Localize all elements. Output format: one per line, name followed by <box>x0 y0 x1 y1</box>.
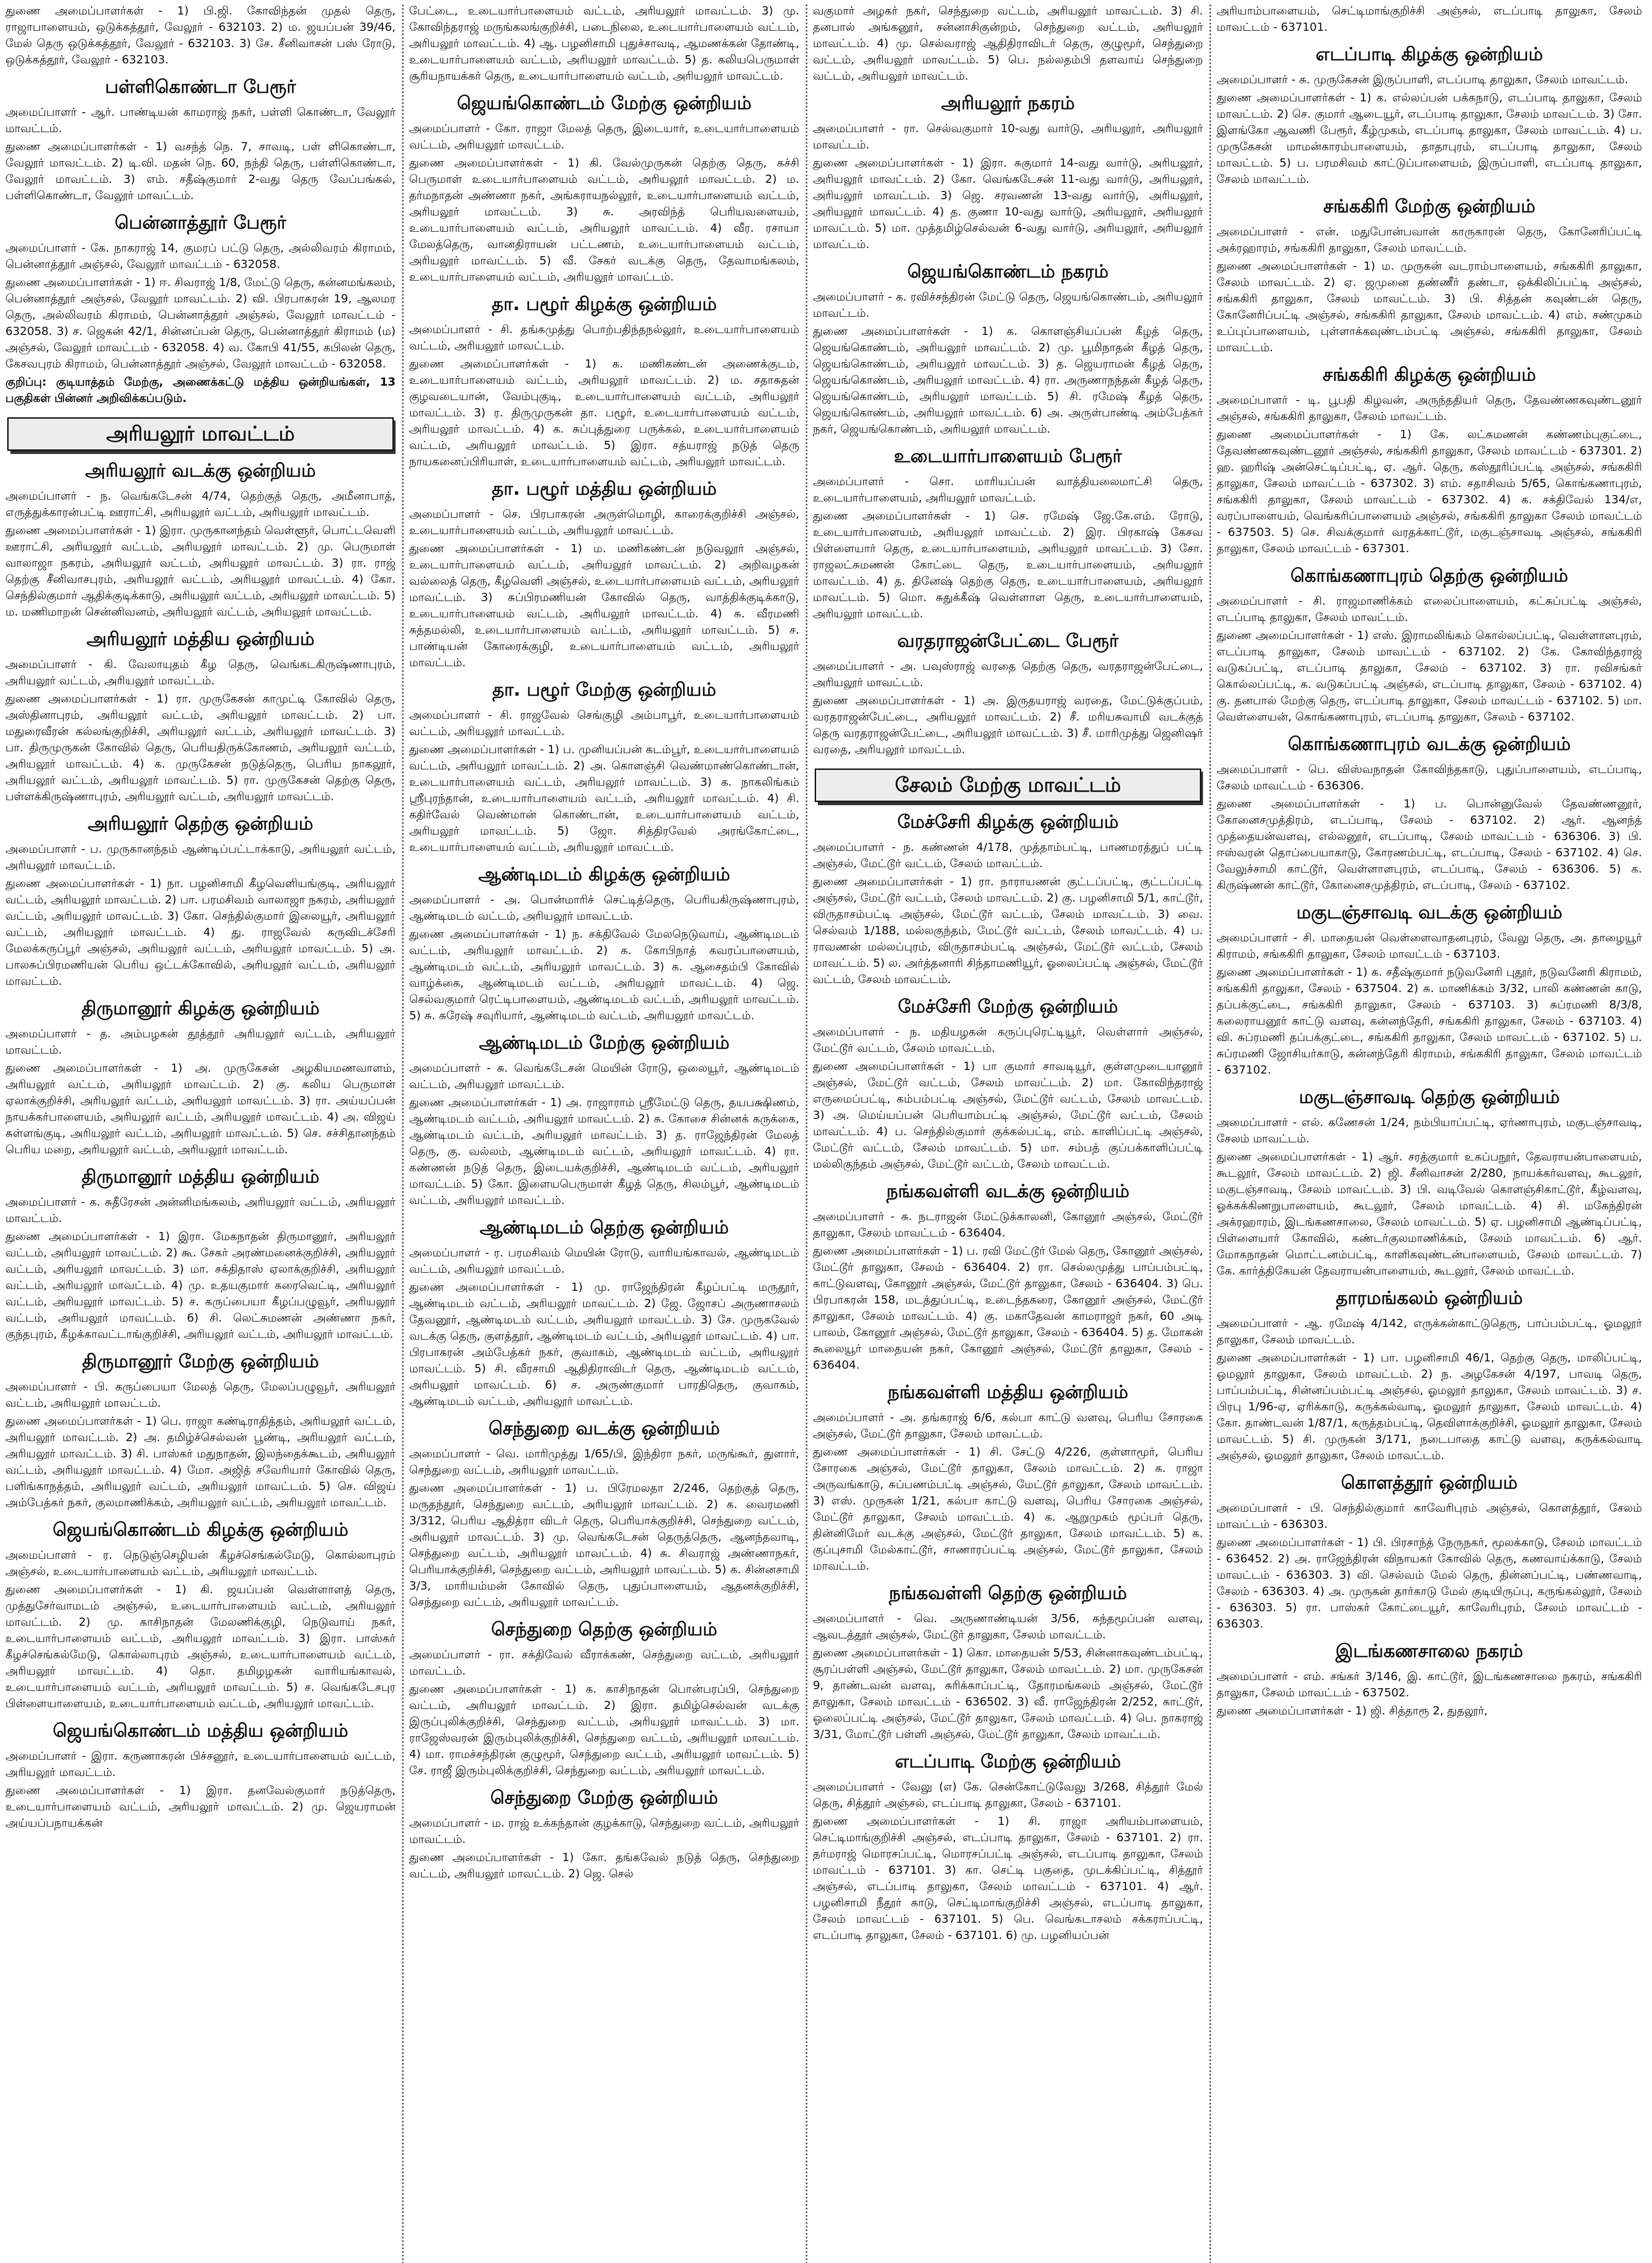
body-paragraph: அமைப்பாளர் - ம. ராஜ் உக்கந்தான் குழக்காடு, செந்துறை வட்டம், அரியலூர் மாவட்டம். <box>409 1816 799 1846</box>
body-paragraph: அமைப்பாளர் - அ. பொன்மாரிச் செட்டித்தெரு, பெரியகிருஷ்ணாபுரம், ஆண்டிமடம் வட்டம், அரியலூர் மாவட்டம். <box>409 893 799 922</box>
body-paragraph: வகுமார் அழகர் நகர், செந்துறை வட்டம், அரியலூர் மாவட்டம். 3) சி. தனபால் அங்கனூர், சன்னாசிகுன்றம், செந்துறை வட்டம், அரியலூர் மாவட்டம். 4) மு. செல்வராஜ் ஆதிதிராவிடர் தெரு, குழுமூர், செந்துறை வட்டம், அரியலூர் மாவட்டம். 5) பெ. நல்லதம்பி தளவாய் செந்துறை வட்டம், அரியலூர் மாவட்டம். <box>813 4 1203 82</box>
body-paragraph: துணை அமைப்பாளர்கள் - 1) க. கொளஞ்சியப்பன் கீழத் தெரு, ஜெயங்கொண்டம், அரியலூர் மாவட்டம். 2) மு. பூமிநாதன் கீழத் தெரு, ஜெயங்கொண்டம், அரியலூர் மாவட்டம். 3) த. ஜெயராமன் கீழத் தெரு, ஜெயங்கொண்டம், அரியலூர் மாவட்டம். 4) ரா. அருணாநந்தன் கீழத் தெரு, ஜெயங்கொண்டம், அரியலூர் மாவட்டம். 5) சி. ரமேஷ் கீழத் தெரு, ஜெயங்கொண்டம், அரியலூர் மாவட்டம். 6) அ. அருள்பாண்டி அம்பேத்கர் நகர், ஜெயங்கொண்டம், அரியலூர் மாவட்டம். <box>813 325 1203 435</box>
body-paragraph: அமைப்பாளர் - கே. நாகராஜ் 14, குமரப் பட்டு தெரு, அல்லிவரம் கிராமம், பென்னாத்தூர் அஞ்சல், வேலூர் மாவட்டம் - 632058. <box>5 241 396 271</box>
section-heading: நங்கவள்ளி தெற்கு ஒன்றியம் <box>889 1583 1127 1604</box>
column-3 <box>813 0 1203 2263</box>
section-heading: செந்துறை வடக்கு ஒன்றியம் <box>488 1418 720 1439</box>
section-heading: தா. பழூர் கிழக்கு ஒன்றியம் <box>492 294 717 315</box>
body-paragraph: துணை அமைப்பாளர்கள் - 1) இரா. தனவேல்குமார் நடுத்தெரு, உடையார்பாளையம் வட்டம், அரியலூர் மாவட்டம். 2) மு. ஜெயராமன் அய்யப்பநாயக்கன் <box>5 1784 396 1829</box>
body-paragraph: அமைப்பாளர் - ஆ. ரமேஷ் 4/142, எருக்கன்காட்டுதெரு, பாப்பம்பட்டி, ஓமலூர் தாலுகா, சேலம் மாவட்டம். <box>1217 1317 1642 1346</box>
note-paragraph: குறிப்பு: குடியாத்தம் மேற்கு, அணைக்கட்டு மத்திய ஒன்றியங்கள், 13 பகுதிகள் பின்னர் அறிவிக்கப்படும். <box>5 375 396 405</box>
body-paragraph: அமைப்பாளர் - எம். சங்கர் 3/146, இ. காட்டூர், இடங்கணசாலை நகரம், சங்ககிரி தாலுகா, சேலம் மாவட்டம் - 637502. <box>1217 1670 1642 1699</box>
section-heading: தா. பழூர் மத்திய ஒன்றியம் <box>492 478 717 499</box>
body-paragraph: அமைப்பாளர் - சி. தங்கமுத்து பொற்பதிந்தநல்லூர், உடையார்பாளையம் வட்டம், அரியலூர் மாவட்டம். <box>409 323 799 352</box>
body-paragraph: துணை அமைப்பாளர்கள் - 1) கோ. தங்கவேல் நடுத் தெரு, செந்துறை வட்டம், அரியலூர் மாவட்டம். 2) ஜெ. செல் <box>409 1851 799 1880</box>
section-heading: ஜெயங்கொண்டம் நகரம் <box>907 261 1109 282</box>
body-paragraph: துணை அமைப்பாளர்கள் - 1) நா. பழனிசாமி கீழவெளியங்குடி, அரியலூர் வட்டம், அரியலூர் மாவட்டம். 2) பா. பரமசிவம் வாலாஜா நகரம், அரியலூர் வட்டம், அரியலூர் மாவட்டம். 3) கோ. செந்தில்குமார் இலையூர், அரியலூர் வட்டம், அரியலூர் மாவட்டம். 4) து. ராஜவேல் கருவிடச்சேரி மேலக்கருப்பூர் அஞ்சல், அரியலூர் வட்டம், அரியலூர் மாவட்டம். 5) அ. பாலசுப்பிரமணியன் பெரிய ஒட்டக்கோவில், அரியலூர் வட்டம், அரியலூர் மாவட்டம். <box>5 877 396 988</box>
body-paragraph: அமைப்பாளர் - பி. கருப்பையா மேலத் தெரு, மேலப்பழுவூர், அரியலூர் வட்டம், அரியலூர் மாவட்டம். <box>5 1380 396 1409</box>
section-heading: மேச்சேரி கிழக்கு ஒன்றியம் <box>897 812 1119 832</box>
section-heading: தாரமங்கலம் ஒன்றியம் <box>1336 1288 1523 1308</box>
body-paragraph: அமைப்பாளர் - அ. தங்கராஜ் 6/6, கல்பா காட்டு வளவு, பெரிய சோரகை அஞ்சல், மேட்டூர் தாலுகா, சேலம் மாவட்டம். <box>813 1411 1203 1440</box>
body-paragraph: அமைப்பாளர் - அ. பவுஸ்ராஜ் வரதை தெற்கு தெரு, வரதராஜன்பேட்டை, அரியலூர் மாவட்டம். <box>813 659 1203 689</box>
body-paragraph: அமைப்பாளர் - ஆர். பாண்டியன் காமராஜ் நகர், பள்ளி கொண்டா, வேலூர் மாவட்டம். <box>5 105 396 135</box>
body-paragraph: அமைப்பாளர் - க. சுதீரேசன் அன்னிமங்கலம், அரியலூர் வட்டம், அரியலூர் மாவட்டம். <box>5 1195 396 1225</box>
district-banner: அரியலூர் மாவட்டம் <box>7 417 394 451</box>
body-paragraph: துணை அமைப்பாளர்கள் - 1) க. மணிகண்டன் அணைக்குடம், உடையார்பாளையம் வட்டம், அரியலூர் மாவட்டம். 2) ம. சதாசுதன் குழவடையான், வேம்புகுடி, உடையார்பாளையம் வட்டம், அரியலூர் மாவட்டம். 3) ர. திருமுருகன் தா. பழூர், உடையார்பாளையம் வட்டம், அரியலூர் மாவட்டம். 4) க. சுப்புத்துரை பருக்கல், உடையார்பாளையம் வட்டம், அரியலூர் மாவட்டம். 5) இரா. சத்யராஜ் நடுத் தெரு நாயகனைப்பிரியாள், உடையார்பாளையம் வட்டம், அரியலூர் மாவட்டம். <box>409 357 799 468</box>
body-paragraph: துணை அமைப்பாளர்கள் - 1) க. காசிநாதன் பொன்பரப்பி, செந்துறை வட்டம், அரியலூர் மாவட்டம். 2) இரா. தமிழ்செல்வன் வடக்கு இருப்புலிக்குறிச்சி, செந்துறை வட்டம், அரியலூர் மாவட்டம். 3) மா. ராஜேஸ்வரன் இரும்புலிக்குறிச்சி, செந்துறை வட்டம், அரியலூர் மாவட்டம். 4) மா. ராமச்சந்திரன் குழுமூர், செந்துறை வட்டம், அரியலூர் மாவட்டம். 5) சே. ராஜீ இரும்புலிக்குறிச்சி, செந்துறை வட்டம், அரியலூர் மாவட்டம். <box>409 1682 799 1777</box>
body-paragraph: துணை அமைப்பாளர்கள் - 1) பி.ஜி. கோவிந்தன் முதல் தெரு, ராஜாபாளையம், ஒடுக்கத்தூர், வேலூர் - 632103. 2) ம. ஜயப்பன் 39/46, மேல் தெரு ஒடுக்கத்தூர், வேலூர் - 632103. 3) சே. சீனிவாசன் பஸ் ரோடு, ஒடுக்கத்தூர், வேலூர் - 632103. <box>5 4 396 66</box>
body-paragraph: அமைப்பாளர் - ந. மதியழகன் கருப்புரெட்டியூர், வெள்ளார் அஞ்சல், மேட்டூர் வட்டம், சேலம் மாவட்டம். <box>813 1025 1203 1055</box>
body-paragraph: துணை அமைப்பாளர்கள் - 1) கொ. மாதையன் 5/53, சின்னாகவுண்டம்பட்டி, சூரப்பள்ளி அஞ்சல், மேட்டூர் தாலுகா, சேலம் மாவட்டம். 2) மா. முருகேசன் 9, தாண்டவன் வளவு, சுரிக்காப்பட்டி, தோரமங்கலம் அஞ்சல், மேட்டூர் தாலுகா, சேலம் மாவட்டம் - 636502. 3) வீ. ராஜேந்திரன் 2/252, காட்டூர், ஓலைப்பட்டி அஞ்சல், மேட்டூர் தாலுகா, சேலம் மாவட்டம். 4) பெ. நாகராஜ் 3/31, மோட்டூர் பள்ளி அஞ்சல், மேட்டூர் தாலுகா, சேலம் மாவட்டம். <box>813 1646 1203 1741</box>
body-paragraph: அமைப்பாளர் - சி. ராஜமாணிக்கம் எலைப்பாளையம், கட்சுப்பட்டி அஞ்சல், எடப்பாடி தாலுகா, சேலம் மாவட்டம். <box>1217 594 1642 624</box>
section-heading: பென்னாத்தூர் பேரூர் <box>115 212 286 233</box>
body-paragraph: துணை அமைப்பாளர்கள் - 1) கி. ஜயப்பன் வெள்ளாளத் தெரு, முத்துசேர்வாமடம் அஞ்சல், உடையார்பாளையம் வட்டம், அரியலூர் மாவட்டம். 2) மு. காசிநாதன் மேலணிக்குழி, நெடுவாய் நகர், உடையார்பாளையம் வட்டம், அரியலூர் மாவட்டம். 3) இரா. பாஸ்கர் கீழச்செங்கல்மேடு, கொல்லாபுரம் அஞ்சல், உடையார்பாளையம் வட்டம், அரியலூர் மாவட்டம். 4) தொ. தமிழழகன் வாரியங்காவல், உடையார்பாளையம் வட்டம், அரியலூர் மாவட்டம். 5) ச. வெங்கடேசபுர பிள்ளையாளையம், உடையார்பாளையம் வட்டம், அரியலூர் மாவட்டம். <box>5 1583 396 1710</box>
body-paragraph: துணை அமைப்பாளர்கள் - 1) ஈ. சிவராஜ் 1/8, மேட்டு தெரு, கன்னமங்கலம், பென்னாத்தூர் அஞ்சல், வேலூர் மாவட்டம். 2) வி. பிரபாகரன் 19, ஆலமர தெரு, அல்லிவரம் கிராமம், பென்னாத்தூர் அஞ்சல், வேலூர் மாவட்டம் - 632058. 3) ச. ஜெகன் 42/1, சின்னப்பன் தெரு, பென்னாத்தூர் கிராமம் (ம) அஞ்சல், வேலூர் மாவட்டம் - 632058. 4) வ. கோபி 41/55, கபிலன் தெரு, கேசவபுரம் கிராமம், பென்னாத்தூர் அஞ்சல், வேலூர் மாவட்டம் - 632058. <box>5 276 396 370</box>
body-paragraph: துணை அமைப்பாளர்கள் - 1) ப. பொன்னுவேல் தேவண்ணனூர், கோனைசமுத்திரம், எடப்பாடி, சேலம் - 637102. 2) ஆர். ஆனந்த் முத்தையன்வளவு, எல்லனூர், எடப்பாடி, சேலம் மாவட்டம் - 636306. 3) பி. ஈஸ்வரன் தொப்பையாகாடு, கோரணம்பட்டி, எடப்பாடி, சேலம் - 637102. 4) செ. வேலுச்சாமி காட்டூர், வெள்ளாளபுரம், எடப்பாடி, சேலம் - 636306. 5) க. கிருஷ்ணன் காட்டூர், கோனைசமுத்திரம், எடப்பாடி, சேலம் - 637102. <box>1217 797 1642 892</box>
section-heading: மகுடஞ்சாவடி தெற்கு ஒன்றியம் <box>1299 1087 1560 1108</box>
body-paragraph: துணை அமைப்பாளர்கள் - 1) பா குமார் சாவடியூர், குள்ளமுடையானூர் அஞ்சல், மேட்டூர் வட்டம், சேலம் மாவட்டம். 2) மா. கோவிந்தராஜ் எருமைப்பட்டி, கம்பம்பட்டி அஞ்சல், மேட்டூர் வட்டம், சேலம் மாவட்டம். 3) அ. மெய்யப்பன் பெரியாம்பட்டி அஞ்சல், மேட்டூர் வட்டம், சேலம் மாவட்டம். 4) ப. செந்தில்குமார் குக்கல்பட்டி, எம். காளிப்பட்டி அஞ்சல், மேட்டூர் வட்டம், சேலம் மாவட்டம். 5) மா. சம்பத் குப்பக்காளிப்பட்டி மல்லிகுந்தம் அஞ்சல், மேட்டூர் வட்டம், சேலம் மாவட்டம். <box>813 1060 1203 1170</box>
section-heading: ஜெயங்கொண்டம் மத்திய ஒன்றியம் <box>53 1720 349 1741</box>
column-1 <box>5 0 396 2263</box>
section-heading: அரியலூர் மத்திய ஒன்றியம் <box>86 629 315 649</box>
body-paragraph: அமைப்பாளர் - பெ. விஸ்வநாதன் கோவிந்தகாடு, புதுப்பாளையம், எடப்பாடி, சேலம் மாவட்டம் - 636306. <box>1217 763 1642 792</box>
body-paragraph: துணை அமைப்பாளர்கள் - 1) ம. முருகன் வடராம்பாளையம், சங்ககிரி தாலுகா, சேலம் மாவட்டம். 2) ஏ. ஜமுனை தண்ணீர் தண்டா, ஒக்கிலிப்பட்டி அஞ்சல், சங்ககிரி தாலுகா, சேலம் மாவட்டம். 3) பி. சித்தன் கவுண்டன் தெரு, கோனேரிப்பட்டி அஞ்சல், சங்ககிரி தாலுகா, சேலம் மாவட்டம். 4) எம். சண்முகம் உப்புப்பாளையம், புள்ளாக்கவுண்டம்பட்டி அஞ்சல், சங்ககிரி தாலுகா, சேலம் மாவட்டம். <box>1217 259 1642 354</box>
body-paragraph: அமைப்பாளர் - ரா. சக்திவேல் வீராக்கண், செந்துறை வட்டம், அரியலூர் மாவட்டம். <box>409 1648 799 1677</box>
body-paragraph: அமைப்பாளர் - வேலு (எ) கே. சென்கோட்டுவேலு 3/268, சித்தூர் மேல் தெரு, சித்தூர் அஞ்சல், எடப்பாடி தாலுகா, சேலம் - 637101. <box>813 1780 1203 1809</box>
section-heading: நங்கவள்ளி வடக்கு ஒன்றியம் <box>886 1181 1130 1202</box>
section-heading: வரதராஜன்பேட்டை பேரூர் <box>897 630 1119 651</box>
body-paragraph: துணை அமைப்பாளர்கள் - 1) இரா. மேகநாதன் திருமானூர், அரியலூர் வட்டம், அரியலூர் மாவட்டம். 2) கூ. சேகர் அரண்மனைக்குறிச்சி, அரியலூர் வட்டம், அரியலூர் மாவட்டம். 3) மா. சக்திதாஸ் ஏலாக்குறிச்சி, அரியலூர் வட்டம், அரியலூர் மாவட்டம். 4) மு. உதயகுமார் கரைவெட்டி, அரியலூர் வட்டம், அரியலூர் மாவட்டம். 5) ச. கருப்பையா கீழப்பழுவூர், அரியலூர் வட்டம், அரியலூர் மாவட்டம். 6) சி. லெட்சுமணன் அண்ணா நகர், குந்தபுரம், கீழக்காவட்டாங்குறிச்சி, அரியலூர் வட்டம், அரியலூர் மாவட்டம். <box>5 1230 396 1341</box>
body-paragraph: துணை அமைப்பாளர்கள் - 1) க. எல்லப்பன் பக்கநாடு, எடப்பாடி தாலுகா, சேலம் மாவட்டம். 2) செ. குமார் ஆடையூர், எடப்பாடி தாலுகா, சேலம் மாவட்டம். 3) சோ. இளங்கோ ஆவணி பேரூர், கீழ்முகம், எடப்பாடி தாலுகா, சேலம் மாவட்டம். 4) ப. முருகேசன் மாமன்காரம்பாளையம், தாதாபுரம், எடப்பாடி தாலுகா, சேலம் மாவட்டம். 5) ப. பரமசிவம் காட்டுப்பாளையம், இருப்பாளி, எடப்பாடி தாலுகா, சேலம் மாவட்டம். <box>1217 91 1642 186</box>
body-paragraph: அரியாம்பாளையம், செட்டிமாங்குறிச்சி அஞ்சல், எடப்பாடி தாலுகா, சேலம் மாவட்டம் - 637101. <box>1217 4 1642 33</box>
body-paragraph: துணை அமைப்பாளர்கள் - 1) இரா. சுகுமார் 14-வது வார்டு, அரியலூர், அரியலூர் மாவட்டம். 2) கோ. வெங்கடேசன் 11-வது வார்டு, அரியலூர், அரியலூர் மாவட்டம். 3) ஜெ. சரவணன் 13-வது வார்டு, அரியலூர், அரியலூர் மாவட்டம். 4) த. குணா 10-வது வார்டு, அரியலூர், அரியலூர் மாவட்டம். 5) மா. முத்தமிழ்செல்வன் 6-வது வார்டு, அரியலூர், அரியலூர் மாவட்டம். <box>813 156 1203 251</box>
section-heading: திருமானூர் கிழக்கு ஒன்றியம் <box>81 998 320 1019</box>
body-paragraph: துணை அமைப்பாளர்கள் - 1) பா. பழனிசாமி 46/1, தெற்கு தெரு, மாலிப்பட்டி, ஓமலூர் தாலுகா, சேலம் மாவட்டம். 2) ந. அழகேசன் 4/197, பாவடி தெரு, பாப்பம்பட்டி, சின்னப்பம்பட்டி அஞ்சல், ஓமலூர் தாலுகா, சேலம் மாவட்டம். 3) ச. பிரபு 1/96-ஏ, ஏரிக்காடு, கருக்கல்வாடி, ஓமலூர் தாலுகா, சேலம் மாவட்டம். 4) கோ. தாண்டவன் 1/87/1, கருத்தம்பட்டி, தெவிளாக்குறிச்சி, ஓமலூர் தாலுகா, சேலம் மாவட்டம். 5) சி. முருகன் 3/171, நடைபாதை காட்டு வளவு, கருக்கல்வாடி அஞ்சல், ஓமலூர் தாலுகா, சேலம் மாவட்டம். <box>1217 1351 1642 1462</box>
body-paragraph: அமைப்பாளர் - டி. பூபதி கிழவன், அருந்ததியர் தெரு, தேவண்ணகவுண்டனூர் அஞ்சல், சங்ககிரி தாலுகா, சேலம் மாவட்டம். <box>1217 393 1642 423</box>
body-paragraph: துணை அமைப்பாளர்கள் - 1) ப. முனியப்பன் கடம்பூர், உடையார்பாளையம் வட்டம், அரியலூர் மாவட்டம். 2) அ. கொளஞ்சி வெண்மாண்கொண்டான், உடையார்பாளையம் வட்டம், அரியலூர் மாவட்டம். 3) க. நாகலிங்கம் ஸ்ரீபுரந்தான், உடையார்பாளையம் வட்டம், அரியலூர் மாவட்டம். 4) சி. கதிர்வேல் வெண்மான் கொண்டான், உடையார்பாளையம் வட்டம், அரியலூர் மாவட்டம். 5) ஜோ. சித்திரவேல் அரங்கோட்டை, உடையார்பாளையம் வட்டம், அரியலூர் மாவட்டம். <box>409 743 799 854</box>
section-heading: ஆண்டிமடம் கிழக்கு ஒன்றியம் <box>478 864 731 885</box>
section-heading: ஜெயங்கொண்டம் கிழக்கு ஒன்றியம் <box>53 1519 349 1540</box>
body-paragraph: அமைப்பாளர் - வெ. அருணாண்டியன் 3/56, கந்தமூப்பன் வளவு, ஆவடத்தூர் அஞ்சல், மேட்டூர் தாலுகா, சேலம் மாவட்டம். <box>813 1612 1203 1641</box>
district-banner: சேலம் மேற்கு மாவட்டம் <box>815 769 1201 802</box>
column-divider <box>1209 5 1211 2263</box>
body-paragraph: துணை அமைப்பாளர்கள் - 1) எஸ். இராமலிங்கம் கொல்லப்பட்டி, வெள்ளாளபுரம், எடப்பாடி தாலுகா, சேலம் மாவட்டம் - 637102. 2) கே. கோவிந்தராஜ் வடுகப்பட்டி, எடப்பாடி தாலுகா, சேலம் - 637102. 3) ரா. ரவிசங்கர் கொல்லப்பட்டி, க. வடுகப்பட்டி அஞ்சல், எடப்பாடி தாலுகா, சேலம் - 637102. 4) கு. தனபால் மேற்கு தெரு, எடப்பாடி தாலுகா, சேலம் மாவட்டம் - 637102. 5) மா. வெள்ளையன், கொங்கணாபுரம், எடப்பாடி தாலுகா, சேலம் - 637102. <box>1217 629 1642 723</box>
body-paragraph: துணை அமைப்பாளர்கள் - 1) அ. முருகேசன் அழகியமணவாளம், அரியலூர் வட்டம், அரியலூர் மாவட்டம். 2) கு. கலிய பெருமாள் ஏலாக்குறிச்சி, அரியலூர் வட்டம், அரியலூர் மாவட்டம். 3) ரா. அய்யப்பன் நாயக்கர்பாளையம், அரியலூர் வட்டம், அரியலூர் மாவட்டம். 4) அ. விஜய் சுள்ளங்குடி, அரியலூர் வட்டம், அரியலூர் மாவட்டம். 5) செ. சச்சிதானந்தம் பெரிய மறை, அரியலூர் வட்டம், அரியலூர் மாவட்டம். <box>5 1061 396 1156</box>
body-paragraph: அமைப்பாளர் - கி. வேலாயுதம் கீழ தெரு, வெங்கடகிருஷ்ணாபுரம், அரியலூர் வட்டம், அரியலூர் மாவட்டம். <box>5 658 396 687</box>
body-paragraph: அமைப்பாளர் - ரா. செல்வகுமார் 10-வது வார்டு, அரியலூர், அரியலூர் மாவட்டம். <box>813 122 1203 151</box>
body-paragraph: துணை அமைப்பாளர்கள் - 1) சி. ராஜா அரியம்பாளையம், செட்டிமாங்குறிச்சி அஞ்சல், எடப்பாடி தாலுகா, சேலம் - 637101. 2) ரா. தர்மராஜ் மொரசப்பட்டி, மொரசப்பட்டி அஞ்சல், எடப்பாடி தாலுகா, சேலம் மாவட்டம் - 637101. 3) கா. செட்டி பகுதை, முடக்கிப்பட்டி, சித்தூர் அஞ்சல், எடப்பாடி தாலுகா, சேலம் மாவட்டம் - 637101. 4) ஆர். பழனிசாமி நீதூர் காடு, செட்டிமாங்குறிச்சி அஞ்சல், எடப்பாடி தாலுகா, சேலம் மாவட்டம் - 637101. 5) பெ. வெங்கடாசலம் சக்கராப்பட்டி, எடப்பாடி தாலுகா, சேலம் - 637101. 6) மு. பழனியப்பன் <box>813 1814 1203 1942</box>
body-paragraph: துணை அமைப்பாளர்கள் - 1) இரா. முருகானந்தம் வெள்ளூர், பொட்டவெளி ஊராட்சி, அரியலூர் வட்டம், அரியலூர் மாவட்டம். 2) மு. பெருமாள் வாலாஜா நகரம், அரியலூர் வட்டம், அரியலூர் மாவட்டம். 3) ரா. ராஜ் தெற்கு சீனிவாசபுரம், அரியலூர் வட்டம், அரியலூர் மாவட்டம். 4) கோ. செந்தில்குமார் ஆதிக்குடிக்காடு, அரியலூர் வட்டம், அரியலூர் மாவட்டம். 5) ம. மணிமாறன் சென்னிவனம், அரியலூர் வட்டம், அரியலூர் மாவட்டம். <box>5 524 396 618</box>
body-paragraph: துணை அமைப்பாளர்கள் - 1) வசந்த் நெ. 7, சாவடி, பள் ளிகொண்டா, வேலூர் மாவட்டம். 2) டி.வி. மதன் நெ. 60, நந்தி தெரு, பள்ளிகொண்டா, வேலூர் மாவட்டம். 3) எம். சதீஷ்குமார் 2-வது தெரு வேப்பங்கல், பள்ளிகொண்டா, வேலூர் மாவட்டம். <box>5 140 396 202</box>
body-paragraph: அமைப்பாளர் - த. அம்பழகன் தூத்தூர் அரியலூர் வட்டம், அரியலூர் மாவட்டம். <box>5 1027 396 1056</box>
section-heading: செந்துறை மேற்கு ஒன்றியம் <box>490 1787 718 1808</box>
body-paragraph: அமைப்பாளர் - என். மதுபோன்பவான் காருகாரன் தெரு, கோனேரிப்பட்டி அக்ரஹாரம், சங்ககிரி தாலுகா, சேலம் மாவட்டம். <box>1217 225 1642 254</box>
column-2 <box>409 0 799 2263</box>
section-heading: இடங்கணசாலை நகரம் <box>1335 1641 1523 1661</box>
section-heading: மகுடஞ்சாவடி வடக்கு ஒன்றியம் <box>1296 902 1562 923</box>
section-heading: கொங்கணாபுரம் வடக்கு ஒன்றியம் <box>1288 734 1571 754</box>
body-paragraph: துணை அமைப்பாளர்கள் - 1) க. சதீஷ்குமார் நடுவனேரி புதூர், நடுவனேரி கிராமம், சங்ககிரி தாலுகா, சேலம் - 637504. 2) சு. மாணிக்கம் 3/32, பாலி கண்ணன் காடு, தப்பக்குட்டை, சங்ககிரி தாலுகா, சேலம் - 637103. 3) சுப்ரமணி 8/3/8, கலைராயனூர் காட்டு வளவு, கன்னந்தேரி, சங்ககிரி தாலுகா, சேலம் - 637103. 4) வி. சுப்ரமணி தப்பக்குட்டை, சங்ககிரி தாலுகா, சேலம் மாவட்டம் - 637102. 5) ப. சுப்ரமணி ஜோசியர்காடு, கன்னந்தேரி கிராமம், சங்ககிரி தாலுகா, சேலம் மாவட்டம் - 637102. <box>1217 965 1642 1076</box>
section-heading: ஆண்டிமடம் மேற்கு ஒன்றியம் <box>479 1032 730 1053</box>
section-heading: சங்ககிரி கிழக்கு ஒன்றியம் <box>1323 364 1536 385</box>
body-paragraph: துணை அமைப்பாளர்கள் - 1) பி. பிரசாந்த் நேருநகர், மூலக்காடு, சேலம் மாவட்டம் - 636452. 2) அ. ராஜேந்திரன் விநாயகர் கோவில் தெரு, கணவாய்க்காடு, சேலம் மாவட்டம் - 636303. 3) வி. செல்வம் மேல் தெரு, தின்னப்பட்டி, பண்ணவாடி, சேலம் - 636303. 4) அ. முருகன் தார்காடு மேல் குடியிருப்பு, கருங்கல்லூர், சேலம் - 636303. 5) ரா. பாஸ்கர் கோட்டையூர், காவேரிபுரம், சேலம் மாவட்டம் - 636303. <box>1217 1536 1642 1630</box>
body-paragraph: துணை அமைப்பாளர்கள் - 1) ம. மணிகண்டன் நடுவலூர் அஞ்சல், உடையார்பாளையம் வட்டம், அரியலூர் மாவட்டம். 2) அறிவழகன் வல்லைத் தெரு, கீழவெளி அஞ்சல், உடையார்பாளையம் வட்டம், அரியலூர் மாவட்டம். 3) சுப்பிரமணியன் கோவில் தெரு, வாத்திக்குடிக்காடு, உடையார்பாளையம் வட்டம், அரியலூர் மாவட்டம். 4) சு. வீரமணி சுத்தமல்லி, உடையார்பாளையம் வட்டம், அரியலூர் மாவட்டம். 5) ச. பாண்டியன் கோரைக்குழி, உடையார்பாளையம் வட்டம், அரியலூர் மாவட்டம். <box>409 542 799 669</box>
body-paragraph: துணை அமைப்பாளர்கள் - 1) மு. ராஜேந்திரன் கீழப்பட்டி மருதூர், ஆண்டிமடம் வட்டம், அரியலூர் மாவட்டம். 2) ஜே. ஜோசப் அருணாசலம் தேவனூர், ஆண்டிமடம் வட்டம், அரியலூர் மாவட்டம். 3) சே. முருகவேல் வடக்கு தெரு, குளத்தூர், ஆண்டிமடம் வட்டம், அரியலூர் மாவட்டம். 4) பா. பிரபாகரன் அம்பேத்கர் நகர், குவாகம், ஆண்டிமடம் வட்டம், அரியலூர் மாவட்டம். 5) சி. வீரசாமி ஆதிதிராவிடர் தெரு, ஆண்டிமடம் வட்டம், அரியலூர் மாவட்டம். 6) ச. அருண்குமார் பாரதிதெரு, குவாகம், ஆண்டிமடம் வட்டம், அரியலூர் மாவட்டம். <box>409 1280 799 1408</box>
section-heading: பள்ளிகொண்டா பேரூர் <box>105 76 296 97</box>
body-paragraph: துணை அமைப்பாளர்கள் - 1) செ. ரமேஷ் ஜே.கே.எம். ரோடு, உடையார்பாளையம், அரியலூர் மாவட்டம். 2) இர. பிரகாஷ் கேசவ பிள்ளையார் தெரு, உடையார்பாளையம், அரியலூர் மாவட்டம். 3) சோ. ராஜலட்சுமணன் கோட்டை தெரு, உடையார்பாளையம், அரியலூர் மாவட்டம். 4) த. தினேஷ் தெற்கு தெரு, உடையார்பாளையம், அரியலூர் மாவட்டம். 5) மொ. சுதுக்கீஷ் வெள்ளாள தெரு, உடையார்பாளையம், அரியலூர் மாவட்டம். <box>813 509 1203 620</box>
section-heading: அரியலூர் வடக்கு ஒன்றியம் <box>85 460 316 481</box>
body-paragraph: துணை அமைப்பாளர்கள் - 1) கே. லட்சுமணன் கண்ணம்புகுட்டை, தேவண்ணகவுண்டனூர் அஞ்சல், சங்ககிரி தாலுகா, சேலம் மாவட்டம் - 637301. 2) ஹ. ஹரிஷ் அன்செட்டிப்பட்டி, ஏ. ஆர். தெரு, கஸ்தூரிப்பட்டி அஞ்சல், சங்ககிரி தாலுகா, சேலம் மாவட்டம் - 637302. 3) எம். சதாசிவம் 5/65, கொங்கணாபுரம், சங்ககிரி தாலுகா, சேலம் மாவட்டம் - 637302. 4) க. சக்திவேல் 134/எ, வரப்பாளையம், வெங்கரிப்பாளையம் அஞ்சல், சங்ககிரி தாலுகா சேலம் மாவட்டம் - 637503. 5) செ. சிவக்குமார் வரதக்காட்டூர், மகுடஞ்சாவடி அஞ்சல், சங்ககிரி தாலுகா, சேலம் மாவட்டம் - 637301. <box>1217 428 1642 555</box>
body-paragraph: துணை அமைப்பாளர்கள் - 1) ரா. நாராயணன் குட்டப்பட்டி, குட்டப்பட்டி அஞ்சல், மேட்டூர் வட்டம், சேலம் மாவட்டம். 2) கு. பழனிசாமி 5/1, காட்டூர், விருதாசம்பட்டி அஞ்சல், மேட்டூர் வட்டம், சேலம் மாவட்டம். 3) வை. செல்வம் 1/188, மல்லகுந்தம், மேட்டூர் வட்டம், சேலம் மாவட்டம். 4) ப. ராவணன் மல்லப்புரம், விருதாசம்பட்டி அஞ்சல், மேட்டூர் வட்டம், சேலம் மாவட்டம். 5) ல. அர்த்தனாரி சிந்தாமணியூர், ஓலைப்பட்டி அஞ்சல், மேட்டூர் வட்டம், சேலம் மாவட்டம். <box>813 875 1203 986</box>
section-heading: செந்துறை தெற்கு ஒன்றியம் <box>491 1619 717 1640</box>
body-paragraph: துணை அமைப்பாளர்கள் - 1) அ. ராஜாராம் ஸ்ரீமேட்டு தெரு, தயபக்ஷிணம், ஆண்டிமடம் வட்டம், அரியலூர் மாவட்டம். 2) சு. கோசை சின்னக் கருக்கை, ஆண்டிமடம் வட்டம், அரியலூர் மாவட்டம். 3) த. ராஜேந்திரன் மேலத் தெரு, கு. வல்லம், ஆண்டிமடம் வட்டம், அரியலூர் மாவட்டம். 4) ரா. கண்ணன் நடுத் தெரு, இடையக்குறிச்சி, ஆண்டிமடம் வட்டம், அரியலூர் மாவட்டம். 5) கோ. இளையபெருமாள் கீழத் தெரு, சிலம்பூர், ஆண்டிமடம் வட்டம், அரியலூர் மாவட்டம். <box>409 1096 799 1207</box>
section-heading: ஜெயங்கொண்டம் மேற்கு ஒன்றியம் <box>457 93 752 114</box>
body-paragraph: அமைப்பாளர் - சி. மாதையன் வெள்ளைவாதனபுரம், வேலு தெரு, அ. தாழையூர் கிராமம், சங்ககிரி தாலுகா, சேலம் மாவட்டம் - 637103. <box>1217 931 1642 960</box>
body-paragraph: துணை அமைப்பாளர்கள் - 1) ஜி. சித்தாரூ 2, துதலூர், <box>1217 1704 1488 1717</box>
body-paragraph: துணை அமைப்பாளர்கள் - 1) ப. பிரேமலதா 2/246, தெற்குத் தெரு, மருதந்தூர், செந்துறை வட்டம், அரியலூர் மாவட்டம். 2) க. வைரமணி 3/312, பெரிய ஆதித்ரா விடர் தெரு, பெரியாக்குறிச்சி, செந்துறை வட்டம், அரியலூர் மாவட்டம். 3) மு. வெங்கடேசன் தெருத்தெரு, ஆனந்தவாடி, செந்துறை வட்டம், அரியலூர் மாவட்டம். 4) சு. சிவராஜ் அண்ணாநகர், பெரியாக்குறிச்சி, செந்துறை வட்டம், அரியலூர் மாவட்டம். 5) க. சின்னசாமி 3/3, மாரியம்மன் கோவில் தெரு, புதுப்பாளையம், ஆதனக்குறிச்சி, செந்துறை வட்டம், அரியலூர் மாவட்டம். <box>409 1481 799 1609</box>
body-paragraph: அமைப்பாளர் - எல். கணேசன் 1/24, நம்பியாப்பட்டி, ஏர்ணாபுரம், மகுடஞ்சாவடி, சேலம் மாவட்டம். <box>1217 1116 1642 1145</box>
body-paragraph: துணை அமைப்பாளர்கள் - 1) சி. சேட்டு 4/226, குள்ளாமூர், பெரிய சோரகை அஞ்சல், மேட்டூர் தாலுகா, சேலம் மாவட்டம். 2) க. ராஜா அருவங்காடு, சுப்பணம்பட்டி அஞ்சல், மேட்டூர் தாலுகா, சேலம் மாவட்டம். 3) எஸ். முருகன் 1/21, கல்பா காட்டு வளவு, பெரிய சோரகை அஞ்சல், மேட்டூர் தாலுகா, சேலம் மாவட்டம். 4) க. ஆறுமுகம் மூப்பர் தெரு, தின்னிமேர் வடக்கு அஞ்சல், மேட்டூர் தாலுகா, சேலம் மாவட்டம். 5) க. குப்புசாமி மேல்காட்டூர், சாணாரப்பட்டி அஞ்சல், மேட்டூர் தாலுகா, சேலம் மாவட்டம். <box>813 1445 1203 1572</box>
section-heading: திருமானூர் மத்திய ஒன்றியம் <box>81 1166 320 1187</box>
column-4 <box>1217 0 1642 2263</box>
section-heading: மேச்சேரி மேற்கு ஒன்றியம் <box>898 996 1118 1017</box>
column-divider <box>402 5 404 2263</box>
section-heading: அரியலூர் நகரம் <box>941 93 1075 114</box>
section-heading: கொங்கணாபுரம் தெற்கு ஒன்றியம் <box>1290 565 1568 586</box>
body-paragraph: அமைப்பாளர் - பி. செந்தில்குமார் காவேரிபுரம் அஞ்சல், கொளத்தூர், சேலம் மாவட்டம் - 636303. <box>1217 1501 1642 1531</box>
body-paragraph: அமைப்பாளர் - கோ. ராஜா மேலத் தெரு, இடையார், உடையார்பாளையம் வட்டம், அரியலூர் மாவட்டம். <box>409 122 799 151</box>
body-paragraph: அமைப்பாளர் - க. ரவிச்சந்திரன் மேட்டு தெரு, ஜெயங்கொண்டம், அரியலூர் மாவட்டம். <box>813 290 1203 320</box>
body-paragraph: துணை அமைப்பாளர்கள் - 1) ந. சக்திவேல் மேலநெடுவாய், ஆண்டிமடம் வட்டம், அரியலூர் மாவட்டம். 2) க. கோபிநாத் கவரப்பாளையம், ஆண்டிமடம் வட்டம், அரியலூர் மாவட்டம். 3) க. ஆசைதம்பி கோவில் வாழ்க்கை, ஆண்டிமடம் வட்டம், அரியலூர் மாவட்டம். 4) ஜெ. செல்வகுமார் ரெட்டிபாளையம், ஆண்டிமடம் வட்டம், அரியலூர் மாவட்டம். 5) சு. சுரேஷ் சவுரியார், ஆண்டிமடம் வட்டம், அரியலூர் மாவட்டம். <box>409 927 799 1022</box>
body-paragraph: அமைப்பாளர் - சு. நடராஜன் மேட்டுக்காலனி, கோனூர் அஞ்சல், மேட்டூர் தாலுகா, சேலம் மாவட்டம் - 636404. <box>813 1210 1203 1239</box>
body-paragraph: அமைப்பாளர் - சொ. மாரியப்பன் வாத்தியலைமாட்சி தெரு, உடையார்பாளையம், அரியலூர் மாவட்டம். <box>813 475 1203 504</box>
body-paragraph: துணை அமைப்பாளர்கள் - 1) ரா. முருகேசன் காமுட்டி கோவில் தெரு, அஸ்தினாபுரம், அரியலூர் வட்டம், அரியலூர் மாவட்டம். 2) பா. மதுரைவீரன் கல்லங்குறிச்சி, அரியலூர் வட்டம், அரியலூர் மாவட்டம். 3) பா. திருமுருகன் கோவில் தெரு, பெரியதிருக்கோணம், அரியலூர் வட்டம், அரியலூர் மாவட்டம். 4) க. முருகேசன் நடுத்தெரு, பெரிய நாகலூர், அரியலூர் வட்டம், அரியலூர் மாவட்டம். 5) ரா. முருகேசன் தெற்கு தெரு, பள்ளக்கிருஷ்ணாபுரம், அரியலூர் வட்டம், அரியலூர் மாவட்டம். <box>5 692 396 803</box>
body-paragraph: துணை அமைப்பாளர்கள் - 1) பெ. ராஜா கண்டிராதித்தம், அரியலூர் வட்டம், அரியலூர் மாவட்டம். 2) அ. தமிழ்ச்செல்வன் பூண்டி, அரியலூர் வட்டம், அரியலூர் மாவட்டம். 3) சி. பாஸ்கர் மதுநாதன், இலந்தைக்கூடம், அரியலூர் வட்டம், அரியலூர் மாவட்டம். 4) மோ. அஜித் சவேரியார் கோவில் தெரு, பளிங்காநத்தம், அரியலூர் வட்டம், அரியலூர் மாவட்டம். 5) செ. விஜய் அம்பேத்கர் நகர், குலமாணிக்கம், அரியலூர் வட்டம், அரியலூர் மாவட்டம். <box>5 1414 396 1509</box>
section-heading: உடையார்பாளையம் பேரூர் <box>894 446 1122 467</box>
body-paragraph: அமைப்பாளர் - சு. முருகேசன் இருப்பாளி, எடப்பாடி தாலுகா, சேலம் மாவட்டம். <box>1217 73 1628 86</box>
section-heading: திருமானூர் மேற்கு ஒன்றியம் <box>82 1351 319 1372</box>
column-divider <box>806 5 807 2263</box>
body-paragraph: துணை அமைப்பாளர்கள் - 1) ஆர். சரத்குமார் உகப்பநூர், தேவராயன்பாளையம், கூடலூர், சேலம் மாவட்டம். 2) ஜி. சீனிவாசன் 2/280, நாயக்கர்வளவு, கூடலூர், மகுடஞ்சாவடி, சேலம் மாவட்டம். 3) பி. வடிவேல் கொளஞ்சிகாட்டூர், கீழ்வளவு, ஓக்கக்கிணறுபாளையம், கூடலூர், சேலம் மாவட்டம். 4) சி. மகேந்திரன் அக்ரஹாரம், இடங்கணசாலை, சேலம் மாவட்டம். 5) ஏ. பழனிசாமி ஆண்டிப்பட்டி, பிள்ளையார் கோவில், கண்டர்குலமாணிக்கம், சேலம் மாவட்டம். 6) ஆர். மோகநாதன் மொட்டனம்பட்டி, காளிகவுண்டன்பாளையம், சேலம் மாவட்டம். 7) கே. கார்த்திகேயன் தேவராயன்பாளையம், கூடலூர், சேலம் மாவட்டம். <box>1217 1150 1642 1277</box>
section-heading: அரியலூர் தெற்கு ஒன்றியம் <box>87 813 314 834</box>
body-paragraph: துணை அமைப்பாளர்கள் - 1) கி. வேல்முருகன் தெற்கு தெரு, கச்சி பெருமாள் உடையார்பாளையம் வட்டம், அரியலூர் மாவட்டம். 2) ம. தர்மநாதன் அண்ணா நகர், அங்கராயநல்லூர், உடையார்பாளையம் வட்டம், அரியலூர் மாவட்டம். 3) சு. அரவிந்த் பெரியவளையம், உடையார்பாளையம் வட்டம், அரியலூர் மாவட்டம். 4) வீர. ரசாயா மேலத்தெரு, வானதிராயன் பட்டணம், உடையார்பாளையம் வட்டம், அரியலூர் மாவட்டம். 5) வீ. சேகர் வடக்கு தெரு, தேவாமங்கலம், உடையார்பாளையம் வட்டம், அரியலூர் மாவட்டம். <box>409 156 799 283</box>
section-heading: கொளத்தூர் ஒன்றியம் <box>1341 1472 1518 1493</box>
section-heading: ஆண்டிமடம் தெற்கு ஒன்றியம் <box>479 1217 729 1238</box>
body-paragraph: அமைப்பாளர் - சி. ராஜவேல் செங்குழி அம்பாபூர், உடையார்பாளையம் வட்டம், அரியலூர் மாவட்டம். <box>409 708 799 738</box>
section-heading: எடப்பாடி மேற்கு ஒன்றியம் <box>895 1751 1121 1772</box>
body-paragraph: அமைப்பாளர் - செ. பிரபாகரன் அருள்மொழி, காரைக்குறிச்சி அஞ்சல், உடையார்பாளையம் வட்டம், அரியலூர் மாவட்டம். <box>409 507 799 537</box>
section-heading: தா. பழூர் மேற்கு ஒன்றியம் <box>492 679 716 700</box>
body-paragraph: அமைப்பாளர் - ந. கண்ணன் 4/178, முத்தாம்பட்டி, பாணமரத்துப் பட்டி அஞ்சல், மேட்டூர் வட்டம், சேலம் மாவட்டம். <box>813 840 1203 870</box>
body-paragraph: அமைப்பாளர் - வெ. மாரிமுத்து 1/65/பி, இந்திரா நகர், மருங்கூர், துளார், செந்துறை வட்டம், அரியலூர் மாவட்டம். <box>409 1447 799 1476</box>
body-paragraph: அமைப்பாளர் - ந. வெங்கடேசன் 4/74, தெற்குத் தெரு, அமீனாபாத், எருத்துக்காரன்பட்டி ஊராட்சி, அரியலூர் வட்டம், அரியலூர் மாவட்டம். <box>5 489 396 519</box>
body-paragraph: அமைப்பாளர் - ர. நெடுஞ்செழியன் கீழச்செங்கல்மேடு, கொல்லாபுரம் அஞ்சல், உடையார்பாளையம் வட்டம், அரியலூர் மாவட்டம். <box>5 1548 396 1578</box>
body-paragraph: துணை அமைப்பாளர்கள் - 1) ப. ரவி மேட்டூர் மேல் தெரு, கோனூர் அஞ்சல், மேட்டூர் தாலுகா, சேலம் - 636404. 2) ரா. செல்லமுத்து பாப்பம்பட்டி, காட்டுவளவு, கோனூர் அஞ்சல், மேட்டூர் தாலுகா, சேலம் - 636404. 3) பெ. பிரபாகரன் 158, மடத்துப்பட்டி, உடைந்தகரை, கோனூர் அஞ்சல், மேட்டூர் தாலுகா, சேலம் மாவட்டம். 4) கு. மகாதேவன் காமராஜர் நகர், 60 அடி பாலம், கோனூர் அஞ்சல், மேட்டூர் தாலுகா, சேலம் - 636404. 5) த. மோகன் கூலையூர் மாதையன் நகர், கோனூர் அஞ்சல், மேட்டூர் தாலுகா, சேலம் - 636404. <box>813 1244 1203 1371</box>
body-paragraph: அமைப்பாளர் - ப. முருகானந்தம் ஆண்டிப்பட்டாக்காடு, அரியலூர் வட்டம், அரியலூர் மாவட்டம். <box>5 842 396 872</box>
body-paragraph: துணை அமைப்பாளர்கள் - 1) அ. இருதயராஜ் வரதை, மேட்டுக்குப்பம், வரதராஜன்பேட்டை, அரியலூர் மாவட்டம். 2) சீ. மரியசுவாமி வடக்குத் தெரு வரதராஜன்பேட்டை, அரியலூர் மாவட்டம். 3) சீ. மாரிமுத்து ஜெனிஷர் வரதை, அரியலூர் மாவட்டம். <box>813 694 1203 756</box>
body-paragraph: அமைப்பாளர் - சு. வெங்கடேசன் மெயின் ரோடு, ஒலையூர், ஆண்டிமடம் வட்டம், அரியலூர் மாவட்டம். <box>409 1061 799 1091</box>
body-paragraph: அமைப்பாளர் - இரா. கருணாகரன் பிச்சனூர், உடையார்பாளையம் வட்டம், அரியலூர் மாவட்டம். <box>5 1749 396 1779</box>
body-paragraph: அமைப்பாளர் - ர. பரமசிவம் மெயின் ரோடு, வாரியங்காவல், ஆண்டிமடம் வட்டம், அரியலூர் மாவட்டம். <box>409 1246 799 1275</box>
section-heading: எடப்பாடி கிழக்கு ஒன்றியம் <box>1315 44 1543 65</box>
section-heading: சங்ககிரி மேற்கு ஒன்றியம் <box>1323 196 1536 217</box>
section-heading: நங்கவள்ளி மத்திய ஒன்றியம் <box>888 1382 1128 1403</box>
body-paragraph: பேட்டை, உடையார்பாளையம் வட்டம், அரியலூர் மாவட்டம். 3) மு. கோவிந்தராஜ் மருங்கலங்குறிச்சி, படைநிலை, உடையார்பாளையம் வட்டம், அரியலூர் மாவட்டம். 4) ஆ. பழனிசாமி புதுச்சாவடி, ஆமணக்கன் தோண்டி, உடையார்பாளையம் வட்டம், அரியலூர் மாவட்டம். 5) த. கலியபெருமாள் சூரியநாயக்கர் தெரு, உடையார்பாளையம் வட்டம், அரியலூர் மாவட்டம். <box>409 4 799 82</box>
